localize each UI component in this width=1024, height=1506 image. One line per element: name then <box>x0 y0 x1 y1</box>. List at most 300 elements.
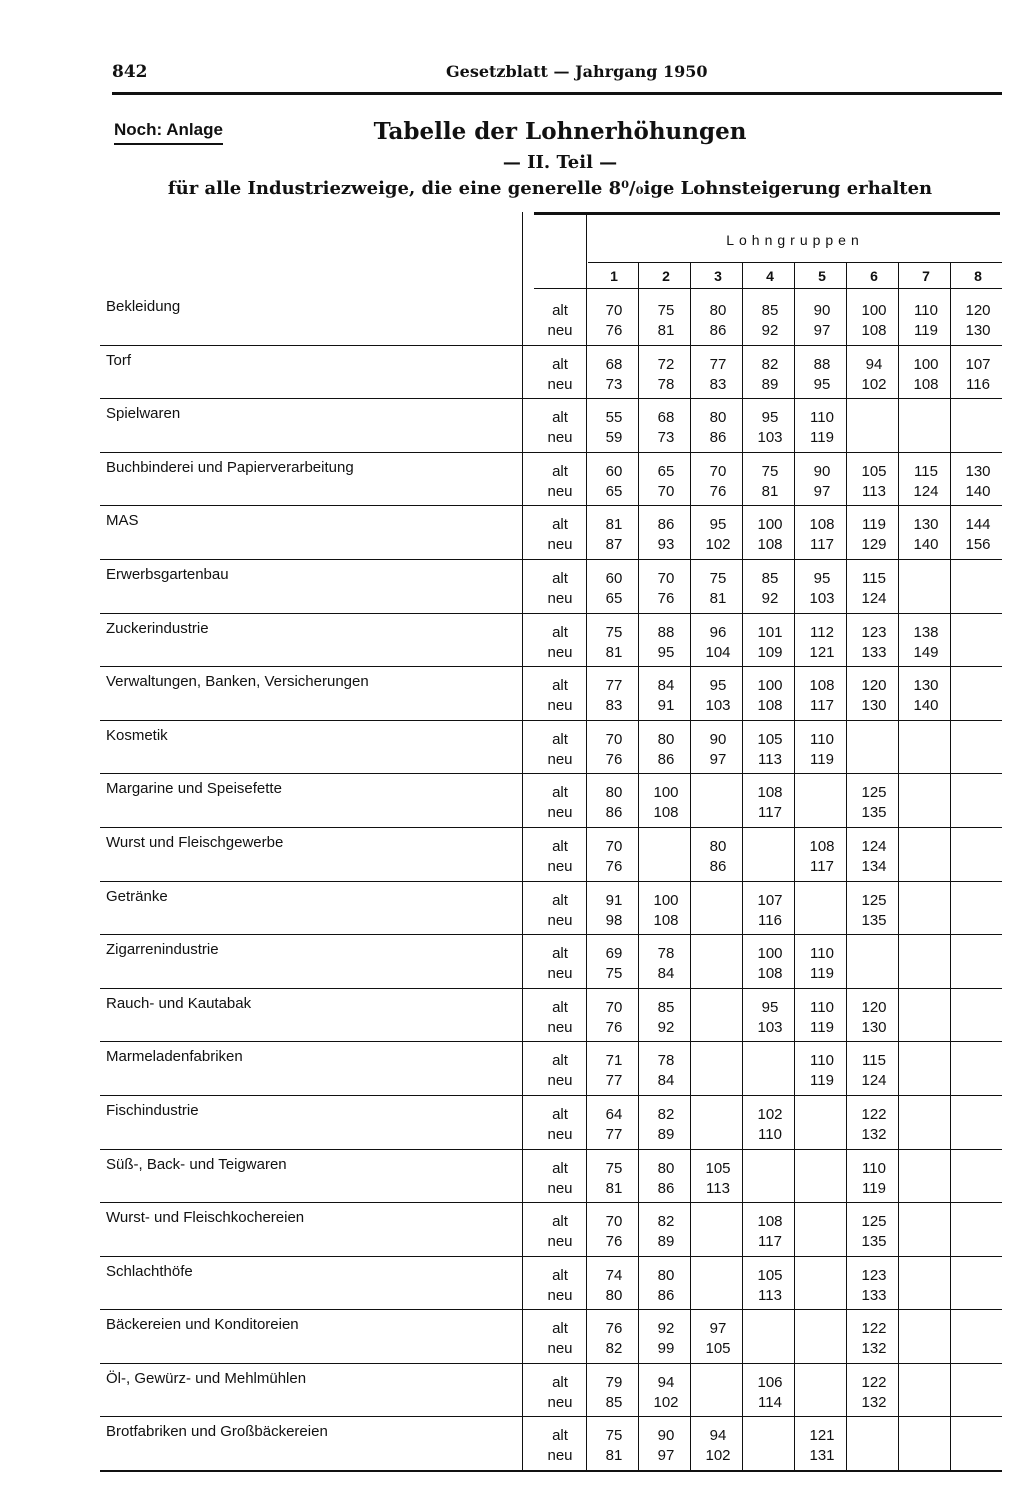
wage-cell: 104 <box>705 643 731 661</box>
wage-cell: 75 <box>605 623 623 641</box>
wage-cell: 76 <box>605 1018 623 1036</box>
industry-name: Zigarrenindustrie <box>106 941 219 959</box>
wage-cell: 80 <box>605 784 623 802</box>
wage-cell: 74 <box>605 1266 623 1284</box>
row-label-neu: neu <box>547 536 573 554</box>
wage-cell: 119 <box>810 965 834 983</box>
industry-name: Verwaltungen, Banken, Versicherungen <box>106 673 369 691</box>
wage-cell: 91 <box>657 697 675 715</box>
wage-cell: 115 <box>914 462 938 480</box>
wage-cell: 80 <box>709 837 727 855</box>
wage-cell: 70 <box>605 998 623 1016</box>
wage-cell: 110 <box>810 1052 834 1070</box>
wage-cell: 110 <box>914 302 938 319</box>
wage-cell: 90 <box>813 462 831 480</box>
wage-cell: 77 <box>709 355 727 373</box>
wage-cell: 81 <box>605 516 623 534</box>
wage-cell: 98 <box>605 911 623 929</box>
row-label-alt: alt <box>552 623 568 641</box>
wage-cell: 68 <box>657 409 675 427</box>
wage-cell: 110 <box>758 1125 782 1143</box>
wage-cell: 100 <box>757 677 783 695</box>
wage-cell: 84 <box>657 677 675 695</box>
wage-cell: 119 <box>810 750 834 768</box>
wage-cell: 138 <box>913 623 939 641</box>
row-label-alt: alt <box>552 1105 568 1123</box>
wage-cell: 110 <box>810 945 834 963</box>
row-label-neu: neu <box>547 589 573 607</box>
wage-cell: 92 <box>761 589 779 607</box>
industry-name: Rauch- und Kautabak <box>106 994 252 1012</box>
wage-cell: 121 <box>809 643 835 661</box>
wage-cell: 78 <box>657 945 675 963</box>
industry-name: Marmeladenfabriken <box>106 1048 243 1066</box>
wage-groups-heading: Lohngruppen <box>726 232 864 248</box>
wage-cell: 86 <box>657 516 675 534</box>
table-row <box>100 292 1002 346</box>
wage-cell: 82 <box>657 1213 675 1231</box>
wage-cell: 102 <box>705 536 731 554</box>
page-header <box>112 60 1002 96</box>
wage-cell: 108 <box>653 804 679 822</box>
wage-cell: 108 <box>809 837 835 855</box>
wage-cell: 130 <box>965 322 991 339</box>
row-label-neu: neu <box>547 911 573 929</box>
wage-cell: 70 <box>605 837 623 855</box>
table-row <box>100 1364 1002 1418</box>
wage-cell: 122 <box>861 1373 887 1391</box>
wage-cell: 90 <box>813 302 831 319</box>
row-label-neu: neu <box>547 429 573 447</box>
row-label-alt: alt <box>552 677 568 695</box>
wage-cell: 81 <box>657 322 675 339</box>
industry-name: Wurst- und Fleischkochereien <box>106 1209 305 1227</box>
table-row <box>100 346 1002 400</box>
wage-cell: 134 <box>861 857 887 875</box>
wage-cell: 113 <box>758 1286 782 1304</box>
wage-cell: 76 <box>657 589 675 607</box>
wage-cell: 108 <box>653 911 679 929</box>
wage-cell: 85 <box>605 1393 623 1411</box>
table-row <box>100 721 1002 775</box>
wage-cell: 103 <box>757 429 783 447</box>
wage-cell: 81 <box>605 643 623 661</box>
wage-cell: 85 <box>761 302 779 319</box>
wage-cell: 95 <box>657 643 675 661</box>
wage-cell: 144 <box>965 516 991 534</box>
wage-cell: 102 <box>861 375 887 393</box>
row-label-neu: neu <box>547 1340 573 1358</box>
wage-cell: 86 <box>657 1179 675 1197</box>
wage-cell: 108 <box>757 965 783 983</box>
wage-cell: 76 <box>605 750 623 768</box>
table-row <box>100 882 1002 936</box>
wage-cell: 84 <box>657 1072 675 1090</box>
wage-cell: 105 <box>861 462 887 480</box>
wage-cell: 115 <box>862 569 886 587</box>
wage-cell: 114 <box>758 1393 782 1411</box>
wage-cell: 86 <box>657 750 675 768</box>
industry-name: Bäckereien und Konditoreien <box>106 1316 299 1334</box>
wage-cell: 70 <box>657 569 675 587</box>
row-label-alt: alt <box>552 1373 568 1391</box>
wage-cell: 135 <box>861 804 887 822</box>
wage-cell: 81 <box>709 589 727 607</box>
wage-cell: 95 <box>813 375 831 393</box>
wage-cell: 59 <box>605 429 623 447</box>
table-row <box>100 1257 1002 1311</box>
wage-cell: 81 <box>761 482 779 500</box>
row-label-neu: neu <box>547 482 573 500</box>
industry-name: Süß-, Back- und Teigwaren <box>106 1155 287 1173</box>
wage-cell: 80 <box>709 409 727 427</box>
wage-cell: 77 <box>605 1072 623 1090</box>
wage-cell: 108 <box>809 516 835 534</box>
row-label-neu: neu <box>547 1447 573 1465</box>
wage-cell: 84 <box>657 965 675 983</box>
wage-cell: 133 <box>861 643 887 661</box>
wage-cell: 81 <box>605 1179 623 1197</box>
wage-cell: 89 <box>761 375 779 393</box>
wage-cell: 102 <box>653 1393 679 1411</box>
wage-cell: 120 <box>861 677 887 695</box>
column-header-7: 7 <box>922 268 930 284</box>
table-row <box>100 614 1002 668</box>
table-row <box>100 1096 1002 1150</box>
annex-label: Noch: Anlage <box>114 120 223 145</box>
wage-cell: 106 <box>757 1373 783 1391</box>
wage-cell: 100 <box>757 516 783 534</box>
wage-cell: 65 <box>605 589 623 607</box>
wage-cell: 120 <box>861 998 887 1016</box>
wage-cell: 156 <box>965 536 991 554</box>
row-label-alt: alt <box>552 355 568 373</box>
wage-cell: 93 <box>657 536 675 554</box>
wage-cell: 68 <box>605 355 623 373</box>
wage-cell: 105 <box>757 1266 783 1284</box>
industry-name: Getränke <box>106 887 168 905</box>
wage-cell: 110 <box>810 730 834 748</box>
table-row <box>100 774 1002 828</box>
wage-cell: 89 <box>657 1125 675 1143</box>
wage-cell: 77 <box>605 1125 623 1143</box>
wage-cell: 109 <box>757 643 783 661</box>
wage-cell: 140 <box>913 697 939 715</box>
row-label-alt: alt <box>552 998 568 1016</box>
wage-cell: 131 <box>809 1447 835 1465</box>
wage-cell: 108 <box>757 536 783 554</box>
row-label-neu: neu <box>547 1286 573 1304</box>
row-label-neu: neu <box>547 1018 573 1036</box>
wage-cell: 110 <box>810 409 834 427</box>
wage-cell: 89 <box>657 1233 675 1251</box>
wage-cell: 100 <box>757 945 783 963</box>
wage-cell: 80 <box>657 1159 675 1177</box>
wage-cell: 90 <box>709 730 727 748</box>
wage-cell: 110 <box>810 998 834 1016</box>
wage-cell: 108 <box>913 375 939 393</box>
wage-cell: 77 <box>605 677 623 695</box>
wage-cell: 135 <box>861 911 887 929</box>
row-label-alt: alt <box>552 1427 568 1445</box>
wage-cell: 124 <box>861 589 887 607</box>
wage-cell: 122 <box>861 1320 887 1338</box>
wage-cell: 102 <box>705 1447 731 1465</box>
wage-cell: 94 <box>657 1373 675 1391</box>
wage-cell: 82 <box>761 355 779 373</box>
table-row <box>100 935 1002 989</box>
wage-cell: 108 <box>757 1213 783 1231</box>
wage-cell: 119 <box>914 322 938 339</box>
wage-cell: 80 <box>657 730 675 748</box>
row-label-neu: neu <box>547 375 573 393</box>
wage-cell: 95 <box>709 677 727 695</box>
wage-cell: 115 <box>862 1052 886 1070</box>
industry-name: Öl-, Gewürz- und Mehlmühlen <box>106 1369 307 1387</box>
wage-cell: 119 <box>810 429 834 447</box>
wage-cell: 80 <box>709 302 727 319</box>
industry-name: Fischindustrie <box>106 1101 199 1119</box>
wage-cell: 117 <box>810 536 834 554</box>
wage-cell: 130 <box>861 1018 887 1036</box>
wage-cell: 133 <box>861 1286 887 1304</box>
wage-cell: 105 <box>705 1159 731 1177</box>
wage-cell: 76 <box>709 482 727 500</box>
row-label-alt: alt <box>552 1213 568 1231</box>
wage-cell: 125 <box>861 1213 887 1231</box>
table-row <box>100 1042 1002 1096</box>
wage-cell: 125 <box>861 891 887 909</box>
wage-cell: 103 <box>809 589 835 607</box>
wage-cell: 83 <box>709 375 727 393</box>
wage-cell: 75 <box>605 1427 623 1445</box>
wage-cell: 92 <box>761 322 779 339</box>
row-label-neu: neu <box>547 965 573 983</box>
table-row <box>100 989 1002 1043</box>
header-rule <box>112 92 1002 95</box>
wage-cell: 124 <box>861 837 887 855</box>
wage-cell: 82 <box>657 1105 675 1123</box>
row-label-alt: alt <box>552 569 568 587</box>
wage-cell: 140 <box>913 536 939 554</box>
wage-cell: 132 <box>861 1340 887 1358</box>
row-label-neu: neu <box>547 804 573 822</box>
wage-cell: 69 <box>605 945 623 963</box>
row-label-neu: neu <box>547 643 573 661</box>
wage-cell: 73 <box>657 429 675 447</box>
wage-cell: 123 <box>861 623 887 641</box>
wage-cell: 103 <box>757 1018 783 1036</box>
wage-cell: 80 <box>605 1286 623 1304</box>
row-label-alt: alt <box>552 302 568 319</box>
row-label-alt: alt <box>552 784 568 802</box>
wage-cell: 73 <box>605 375 623 393</box>
wage-cell: 95 <box>761 409 779 427</box>
document-subtitle: — II. Teil — <box>502 152 618 173</box>
wage-cell: 70 <box>605 1213 623 1231</box>
wage-cell: 117 <box>810 697 834 715</box>
industry-name: Bekleidung <box>106 298 181 315</box>
wage-cell: 75 <box>605 1159 623 1177</box>
wage-cell: 76 <box>605 322 623 339</box>
wage-cell: 140 <box>965 482 991 500</box>
wage-cell: 122 <box>861 1105 887 1123</box>
wage-cell: 76 <box>605 857 623 875</box>
header-base-rule <box>534 288 1002 289</box>
wage-cell: 70 <box>605 302 623 319</box>
wage-cell: 116 <box>758 911 782 929</box>
wage-cell: 117 <box>758 1233 782 1251</box>
wage-cell: 105 <box>705 1340 731 1358</box>
wage-cell: 132 <box>861 1393 887 1411</box>
column-header-5: 5 <box>818 268 826 284</box>
column-header-3: 3 <box>714 268 722 284</box>
row-label-neu: neu <box>547 1393 573 1411</box>
row-label-alt: alt <box>552 730 568 748</box>
wage-cell: 64 <box>605 1105 623 1123</box>
wage-cell: 130 <box>913 677 939 695</box>
row-label-alt: alt <box>552 1159 568 1177</box>
wage-cell: 86 <box>709 857 727 875</box>
wage-cell: 130 <box>861 697 887 715</box>
row-label-alt: alt <box>552 891 568 909</box>
industry-name: Kosmetik <box>106 726 168 744</box>
wage-cell: 124 <box>913 482 939 500</box>
wage-cell: 97 <box>813 482 831 500</box>
wage-cell: 86 <box>709 429 727 447</box>
wage-cell: 88 <box>657 623 675 641</box>
wage-cell: 103 <box>705 697 731 715</box>
wage-cell: 75 <box>709 569 727 587</box>
row-label-neu: neu <box>547 322 573 339</box>
wage-cell: 91 <box>605 891 623 909</box>
wage-cell: 120 <box>965 302 991 319</box>
wage-cell: 117 <box>758 804 782 822</box>
wage-cell: 119 <box>810 1072 834 1090</box>
wage-cell: 86 <box>709 322 727 339</box>
wage-cell: 75 <box>761 462 779 480</box>
table-row <box>100 399 1002 453</box>
wage-cell: 119 <box>862 516 886 534</box>
column-header-4: 4 <box>766 268 774 284</box>
industry-name: MAS <box>106 512 139 530</box>
row-label-neu: neu <box>547 1072 573 1090</box>
wage-cell: 80 <box>657 1266 675 1284</box>
wage-cell: 78 <box>657 375 675 393</box>
wage-cell: 105 <box>757 730 783 748</box>
wage-cell: 79 <box>605 1373 623 1391</box>
table-row <box>100 1310 1002 1364</box>
row-label-alt: alt <box>552 516 568 534</box>
wage-cell: 121 <box>809 1427 835 1445</box>
table-row <box>100 560 1002 614</box>
wage-cell: 90 <box>657 1427 675 1445</box>
wage-cell: 119 <box>810 1018 834 1036</box>
industry-name: Spielwaren <box>106 405 181 423</box>
industry-name: Wurst und Fleischgewerbe <box>106 833 284 851</box>
row-label-neu: neu <box>547 697 573 715</box>
wage-cell: 75 <box>657 302 675 319</box>
industry-name: Schlachthöfe <box>106 1262 193 1280</box>
table-row <box>100 828 1002 882</box>
column-header-6: 6 <box>870 268 878 284</box>
row-label-alt: alt <box>552 409 568 427</box>
wage-cell: 108 <box>809 677 835 695</box>
wage-cell: 113 <box>758 750 782 768</box>
wage-cell: 82 <box>605 1340 623 1358</box>
wage-cell: 60 <box>605 569 623 587</box>
table-header <box>100 212 1002 288</box>
wage-cell: 124 <box>861 1072 887 1090</box>
wage-cell: 87 <box>605 536 623 554</box>
wage-cell: 75 <box>605 965 623 983</box>
page-number: 842 <box>112 62 148 82</box>
industry-name: Zuckerindustrie <box>106 619 209 637</box>
wage-cell: 95 <box>709 516 727 534</box>
row-label-alt: alt <box>552 945 568 963</box>
row-label-alt: alt <box>552 1266 568 1284</box>
wage-cell: 130 <box>913 516 939 534</box>
row-label-neu: neu <box>547 1233 573 1251</box>
industry-name: Brotfabriken und Großbäckereien <box>106 1423 328 1441</box>
wage-cell: 70 <box>657 482 675 500</box>
wage-cell: 81 <box>605 1447 623 1465</box>
wage-cell: 116 <box>966 375 990 393</box>
wage-cell: 108 <box>861 322 887 339</box>
wage-cell: 88 <box>813 355 831 373</box>
wage-cell: 83 <box>605 697 623 715</box>
row-label-alt: alt <box>552 462 568 480</box>
table-body <box>100 292 1002 1472</box>
wage-cell: 86 <box>657 1286 675 1304</box>
wage-cell: 100 <box>913 355 939 373</box>
wage-cell: 135 <box>861 1233 887 1251</box>
wage-cell: 70 <box>709 462 727 480</box>
wage-cell: 85 <box>657 998 675 1016</box>
row-label-neu: neu <box>547 857 573 875</box>
wage-cell: 70 <box>605 730 623 748</box>
wage-cell: 78 <box>657 1052 675 1070</box>
wage-cell: 149 <box>913 643 939 661</box>
wage-cell: 99 <box>657 1340 675 1358</box>
wage-cell: 108 <box>757 784 783 802</box>
wage-cell: 95 <box>813 569 831 587</box>
wage-cell: 92 <box>657 1018 675 1036</box>
wage-cell: 97 <box>657 1447 675 1465</box>
wage-cell: 123 <box>861 1266 887 1284</box>
wage-cell: 76 <box>605 1320 623 1338</box>
wage-cell: 100 <box>653 891 679 909</box>
wage-cell: 113 <box>706 1179 730 1197</box>
table-row <box>100 1203 1002 1257</box>
table-row <box>100 506 1002 560</box>
row-label-alt: alt <box>552 1320 568 1338</box>
wage-cell: 117 <box>810 857 834 875</box>
industry-name: Erwerbsgartenbau <box>106 565 229 583</box>
row-label-neu: neu <box>547 750 573 768</box>
wage-cell: 92 <box>657 1320 675 1338</box>
wage-cell: 85 <box>761 569 779 587</box>
wage-cell: 100 <box>861 302 887 319</box>
column-header-rule <box>588 262 1002 263</box>
wage-cell: 60 <box>605 462 623 480</box>
wage-cell: 94 <box>865 355 883 373</box>
wage-cell: 129 <box>861 536 887 554</box>
wage-cell: 130 <box>965 462 991 480</box>
wage-cell: 86 <box>605 804 623 822</box>
wage-cell: 97 <box>709 1320 727 1338</box>
wage-cell: 55 <box>605 409 623 427</box>
